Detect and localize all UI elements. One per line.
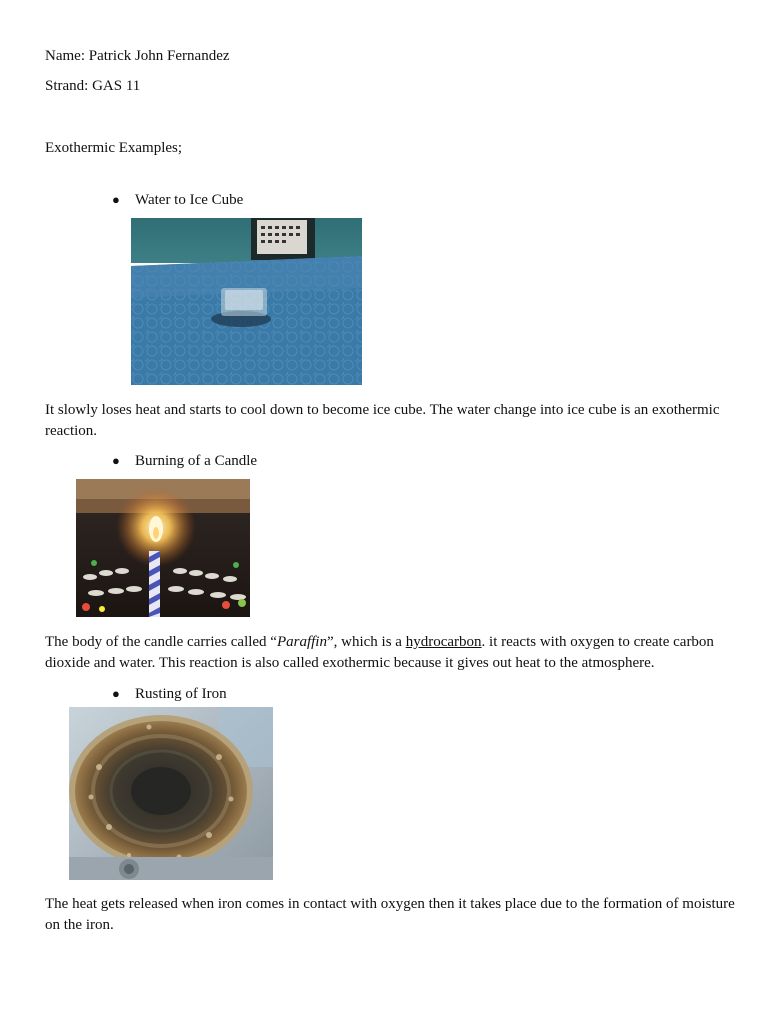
student-strand: Strand: GAS 11 [45, 78, 141, 94]
rusted-iron-photo [69, 707, 273, 880]
list-item-label: Burning of a Candle [135, 453, 258, 469]
description-text: ”, which is a [326, 634, 406, 650]
section-heading: Exothermic Examples; [45, 140, 183, 156]
list-item-label: Water to Ice Cube [135, 192, 244, 208]
list-item-water-to-ice [112, 191, 243, 209]
list-item-candle [112, 452, 257, 470]
example-description [45, 632, 735, 674]
ice-cube-photo [131, 218, 362, 385]
example-description: It slowly loses heat and starts to cool down to become ice cube. The water change into ice cube is an exothermic reaction. [45, 402, 720, 439]
bullet-icon: ● [112, 453, 120, 468]
paraffin-term: Paraffin [276, 634, 327, 650]
candle-photo [76, 479, 250, 617]
list-item-rusting-iron [112, 685, 227, 703]
description-text: The body of the candle carries called “ [45, 634, 277, 650]
student-name: Name: Patrick John Fernandez [45, 48, 230, 64]
description-text: . it reacts with oxygen to create carbon dioxide and water. This reaction is also called exothermic because it gives out heat to the atmosphere. [45, 634, 714, 671]
hydrocarbon-term: hydrocarbon [405, 634, 482, 650]
bullet-icon: ● [112, 686, 120, 701]
example-description: The heat gets released when iron comes in contact with oxygen then it takes place due to the formation of moisture on the iron. [45, 896, 735, 933]
bullet-icon: ● [112, 192, 120, 207]
list-item-label: Rusting of Iron [135, 686, 227, 702]
